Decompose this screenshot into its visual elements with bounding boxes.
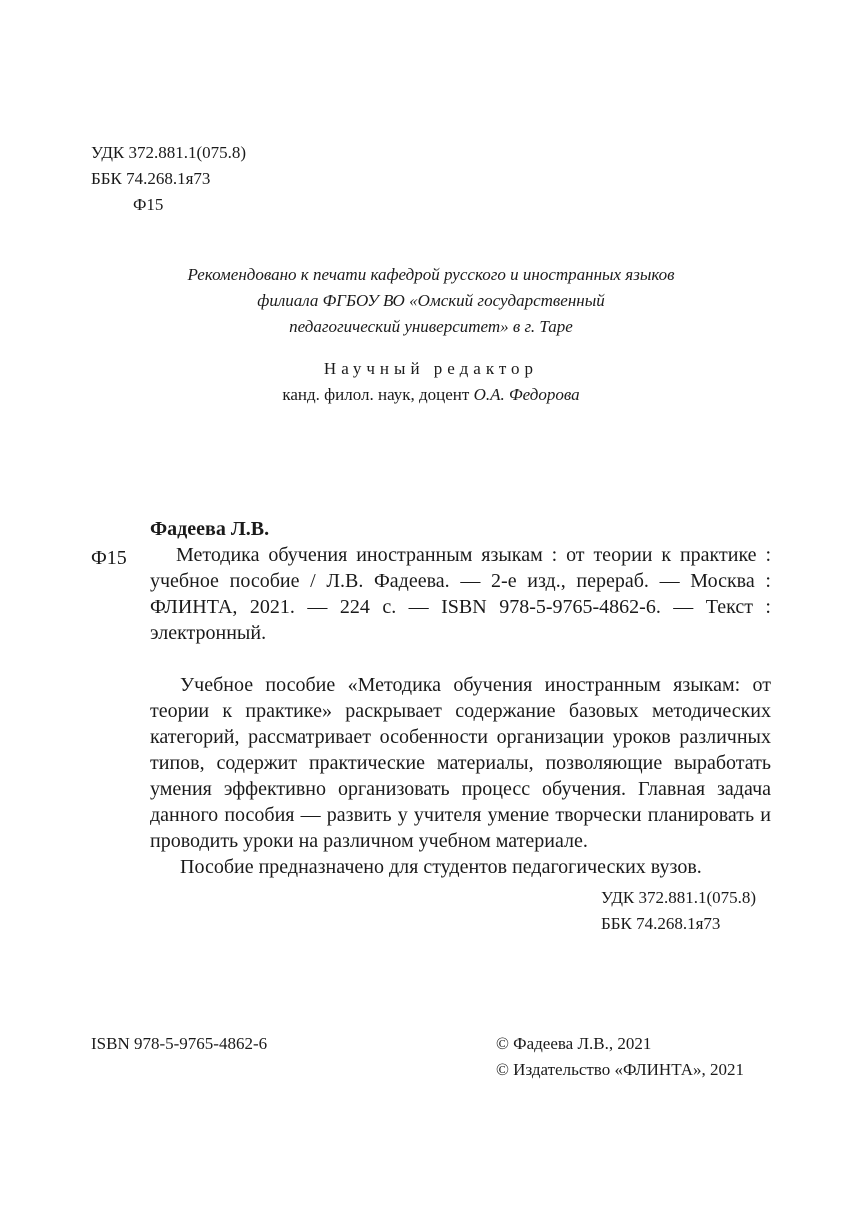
author-heading: Фадеева Л.В. <box>150 518 270 540</box>
annotation-block <box>150 672 771 880</box>
editor-heading: Научный редактор <box>323 359 539 378</box>
isbn: ISBN 978-5-9765-4862-6 <box>91 1034 268 1053</box>
recommendation-line-3: педагогический университет» в г. Таре <box>289 317 573 336</box>
annotation-paragraph-1: Учебное пособие «Методика обучения иностранным языкам: от теории к практике» раскрывает содержание базовых методических категорий, рассматривает особенности организации уроков различных типов, содержит практические материалы, позволяющие выработать умения эффективно организовать процесс обучения. Главная задача данного пособия — развить у учителя умение творчески планировать и проводить уроки на различном учебном материале. <box>150 674 771 852</box>
editor-line <box>91 382 771 408</box>
copyright-publisher: © Издательство «ФЛИНТА», 2021 <box>496 1060 745 1079</box>
author-sign: Ф15 <box>91 547 127 569</box>
recommendation-line-2: филиала ФГБОУ ВО «Омский государственный <box>257 291 605 310</box>
recommendation-line-1: Рекомендовано к печати кафедрой русского и иностранных языков <box>187 265 675 284</box>
bbk-code-bottom: ББК 74.268.1я73 <box>601 914 721 933</box>
editor-block <box>91 356 771 408</box>
copyright-author: © Фадеева Л.В., 2021 <box>496 1034 652 1053</box>
udk-code-top: УДК 372.881.1(075.8) <box>91 143 247 162</box>
author-sign-top: Ф15 <box>133 195 164 214</box>
editor-credentials: канд. филол. наук, доцент <box>282 385 474 404</box>
udk-code-bottom: УДК 372.881.1(075.8) <box>601 888 757 907</box>
bibliographic-description: Методика обучения иностранным языкам : от теории к практике : учебное пособие / Л.В. Фадеева. — 2-е изд., перераб. — Москва : ФЛИНТА, 2021. — 224 с. — ISBN 978-5-9765-4862-6. — Текст : электронный. <box>150 544 771 644</box>
bbk-code-top: ББК 74.268.1я73 <box>91 169 211 188</box>
editor-name: О.А. Федорова <box>473 385 580 404</box>
annotation-paragraph-2: Пособие предназначено для студентов педагогических вузов. <box>180 856 702 878</box>
recommendation-block <box>91 262 771 340</box>
